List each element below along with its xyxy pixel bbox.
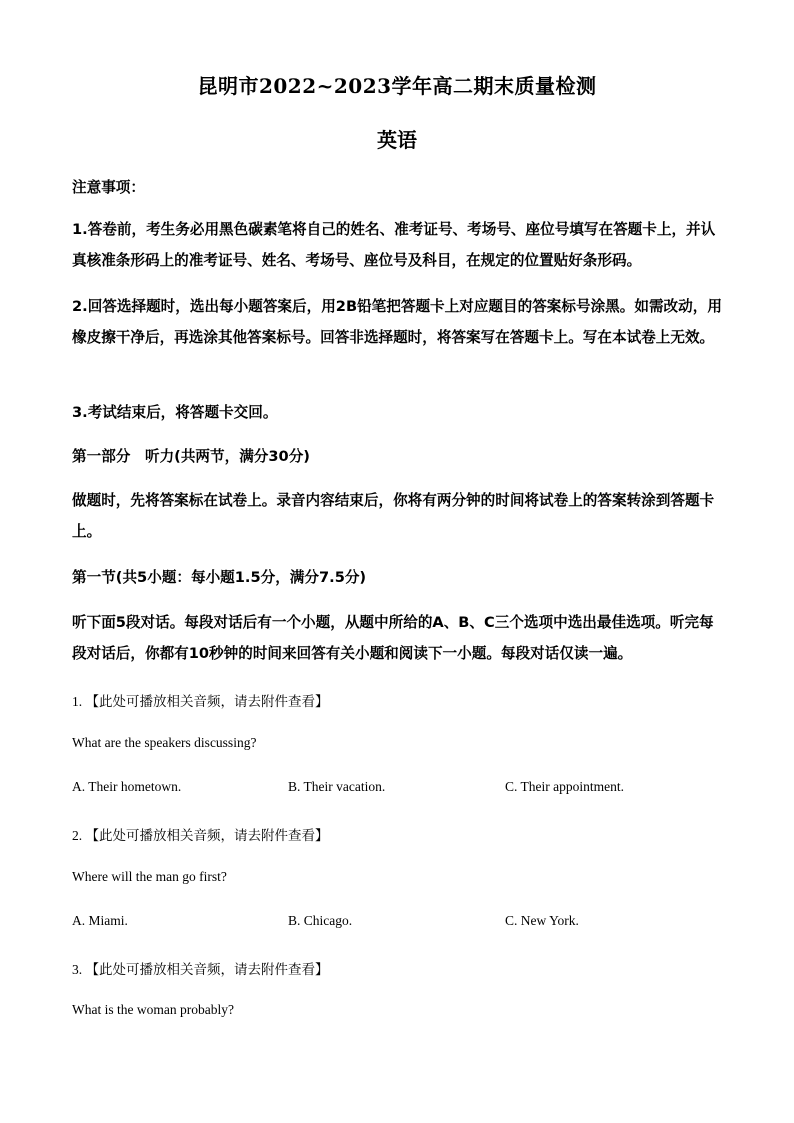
q2-option-b[interactable]: B. Chicago. [288, 913, 353, 928]
q2-audio-note[interactable]: 2. 【此处可播放相关音频，请去附件查看】 [72, 828, 329, 843]
exam-title: 昆明市2022~2023学年高二期末质量检测 [197, 74, 597, 98]
section1-heading: 第一节(共5小题：每小题1.5分，满分7.5分) [72, 569, 367, 586]
q1-option-b[interactable]: B. Their vacation. [288, 779, 386, 794]
q3-stem: What is the woman probably? [72, 1002, 234, 1017]
q3-audio-note[interactable]: 3. 【此处可播放相关音频，请去附件查看】 [72, 962, 329, 977]
notice-item-3: 3.考试结束后，将答题卡交回。 [72, 404, 278, 421]
section1-instructions: 听下面5段对话。每段对话后有一个小题，从题中所给的A、B、C三个选项中选出最佳选项。听完每段对话后，你都有10秒钟的时间来回答有关小题和阅读下一小题。每段对话仅读一遍。 [72, 614, 714, 662]
part1-instructions: 做题时，先将答案标在试卷上。录音内容结束后，你将有两分钟的时间将试卷上的答案转涂到答题卡上。 [72, 492, 715, 540]
q2-stem: Where will the man go first? [72, 869, 227, 884]
q1-stem: What are the speakers discussing? [72, 735, 257, 750]
q1-audio-note[interactable]: 1. 【此处可播放相关音频，请去附件查看】 [72, 694, 329, 709]
notice-item-2: 2.回答选择题时，选出每小题答案后，用2B铅笔把答题卡上对应题目的答案标号涂黑。如需改动，用橡皮擦干净后，再选涂其他答案标号。回答非选择题时，将答案写在答题卡上。写在本试卷上无效。 [72, 298, 722, 346]
notice-item-1: 1.答卷前，考生务必用黑色碳素笔将自己的姓名、准考证号、考场号、座位号填写在答题卡上，并认真核准条形码上的准考证号、姓名、考场号、座位号及科目，在规定的位置贴好条形码。 [72, 221, 716, 269]
exam-subject: 英语 [377, 128, 417, 152]
q2-option-a[interactable]: A. Miami. [72, 913, 128, 928]
q1-option-a[interactable]: A. Their hometown. [72, 779, 182, 794]
q1-option-c[interactable]: C. Their appointment. [505, 779, 624, 794]
part1-heading: 第一部分 听力(共两节，满分30分) [72, 448, 310, 465]
notice-heading: 注意事项： [72, 179, 145, 196]
q2-option-c[interactable]: C. New York. [505, 913, 579, 928]
